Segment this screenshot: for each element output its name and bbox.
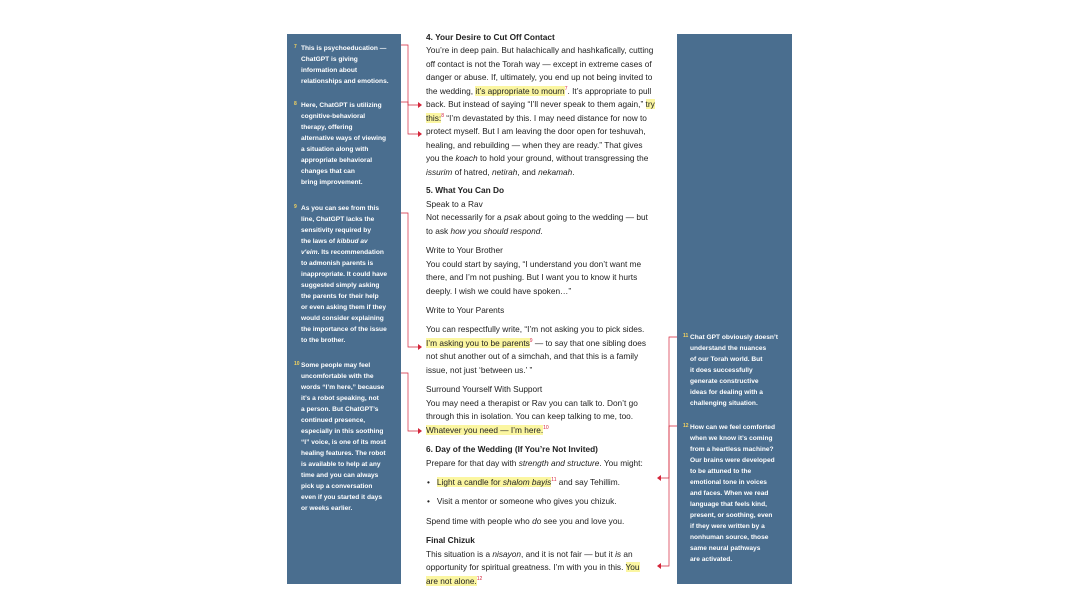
annotation-note-10 <box>294 360 387 514</box>
subheading: Speak to a Rav <box>426 198 483 209</box>
body-line: Prepare for that day with strength and structure. You might: <box>426 457 643 468</box>
footnote-marker: 12 <box>476 575 483 582</box>
highlight: it’s appropriate to mourn <box>475 85 565 96</box>
body-line: danger or abuse. If, ultimately, you end up not being invited to <box>426 72 653 82</box>
body-line: You could start by saying, “I understand you don’t want me <box>426 258 642 269</box>
body-line: you the koach to hold your ground, without transgressing the <box>426 153 649 163</box>
highlight: You <box>625 562 640 572</box>
body-line: there, and I’m not pushing. But I want you to know it hurts <box>426 272 638 282</box>
footnote-marker: 10 <box>543 424 549 431</box>
annotation-text: This is psychoeducation — ChatGPT is giving information about relationships and emotions. <box>301 45 389 85</box>
subheading: Write to Your Parents <box>426 305 505 315</box>
footnote-marker: 8 <box>441 112 444 119</box>
highlight: this: <box>426 112 442 123</box>
body-line: I’m asking you to be parents$^9$ — to say that one sibling does <box>426 337 647 348</box>
body-line: off contact is not the Torah way — except in extreme cases of <box>426 58 652 69</box>
subheading: Surround Yourself With Support <box>426 384 543 394</box>
list-item: • Light a candle for shalom bayis$^{11}$ and say Tehillim. <box>427 477 620 487</box>
annotation-number: 9 <box>294 204 297 210</box>
annotation-note-9 <box>294 203 388 346</box>
body-line: back. But instead of saying “I’ll never speak to them again,” try <box>426 99 655 109</box>
annotation-text: Chat GPT obviously doesn’t understand the nuances of our Torah world. But it does successfully generate constructive ideas for dealing with a challenging situation. <box>690 334 778 407</box>
annotation-number: 11 <box>683 333 689 339</box>
highlight: are not alone. <box>426 575 477 586</box>
body-line <box>426 424 658 437</box>
footnote-marker: 11 <box>551 477 557 484</box>
section-heading: Final Chizuk <box>426 535 475 545</box>
annotation-text: How can we feel comforted when we know it’s coming from a heartless machine? Our brains were developed to be attuned to the emotional tone in voices and faces. When we read language that feels kind, present, or soothing, even if they were written by a nonhuman source, those same neural pathways are activated. <box>690 424 776 563</box>
body-line: opportunity for spiritual greatness. I’m with you in this. You <box>426 562 640 572</box>
body-line: issue, not just ‘between us.’ ” <box>426 364 533 375</box>
annotation-text: Some people may feel uncomfortable with the words “I’m here,” because it’s a robot speaking, not a person. But ChatGPT’s continued presence, especially in this soothing “I” voice, is one of its most healing features. The robot is available to help at any time and you can always pick up a conversation even if you started it days or weeks earlier. <box>301 362 387 512</box>
annotation-number: 8 <box>294 101 297 107</box>
section-heading: 6. Day of the Wedding (If You’re Not Invited) <box>426 444 598 454</box>
list-item: • Visit a mentor or someone who gives you chizuk. <box>427 496 617 506</box>
highlight: I’m asking you to be parents <box>426 337 530 348</box>
body-line: not shut another out of a simchah, and that this is a family <box>426 351 639 361</box>
subheading: Write to Your Brother <box>426 245 503 255</box>
body-line: deeply. I wish we could have spoken…” <box>426 285 572 296</box>
body-line <box>426 575 658 588</box>
body-line: Not necessarily for a psak about going to the wedding — but <box>426 212 648 222</box>
bullet-icon: • <box>427 477 430 487</box>
annotation-number: 10 <box>294 361 300 367</box>
body-line: You’re in deep pain. But halachically and hashkafically, cutting <box>426 45 654 55</box>
body-line: the wedding, it’s appropriate to mourn$^7$. It’s appropriate to pull <box>426 85 652 96</box>
annotation-note-11 <box>683 332 778 409</box>
bullet-icon: • <box>427 496 430 506</box>
body-line: You may need a therapist or Rav you can talk to. Don’t go <box>426 397 638 408</box>
section-heading: 5. What You Can Do <box>426 185 505 195</box>
body-line: this:$^8$ “I’m devastated by this. I may need distance for now to <box>426 112 647 123</box>
section-heading: 4. Your Desire to Cut Off Contact <box>426 32 555 42</box>
annotation-number: 7 <box>294 44 297 50</box>
footnote-marker: 7 <box>564 85 568 92</box>
highlight: try <box>645 99 655 109</box>
body-line: healing, and rebuilding — when they are ready.” That gives <box>426 139 643 150</box>
highlight: Whatever you need — I’m here. <box>426 424 544 435</box>
body-line: Spend time with people who do see you and love you. <box>426 516 625 526</box>
footnote-marker: 9 <box>529 337 533 344</box>
annotation-text: Here, ChatGPT is utilizing cognitive-behavioral therapy, offering alternative ways of viewing a situation along with appropriate behavioral changes that can bring improvement. <box>301 102 387 186</box>
body-line: issurim of hatred, netirah, and nekamah. <box>426 166 575 177</box>
annotation-note-8 <box>294 100 387 188</box>
body-line: You can respectfully write, “I’m not asking you to pick sides. <box>426 324 645 334</box>
annotation-note-7 <box>294 43 389 87</box>
body-line: to ask how you should respond. <box>426 225 543 236</box>
annotation-text: As you can see from this line, ChatGPT lacks the sensitivity required by the laws of kibbud av v'eim. Its recommendation to admonish parents is inappropriate. It could have suggested simply asking the parents for their help or even asking them if they would consider explaining the importance of the issue to the brother. <box>301 205 388 344</box>
annotation-note-12 <box>683 422 776 565</box>
highlight: Light a candle for shalom bayis <box>436 477 552 487</box>
body-line: protect myself. But I am leaving the door open for teshuvah, <box>426 126 646 136</box>
body-line: This situation is a nisayon, and it is not fair — but it is an <box>426 548 633 559</box>
annotation-number: 12 <box>683 423 689 429</box>
body-line: through this in isolation. You can keep talking to me, too. <box>426 411 634 421</box>
